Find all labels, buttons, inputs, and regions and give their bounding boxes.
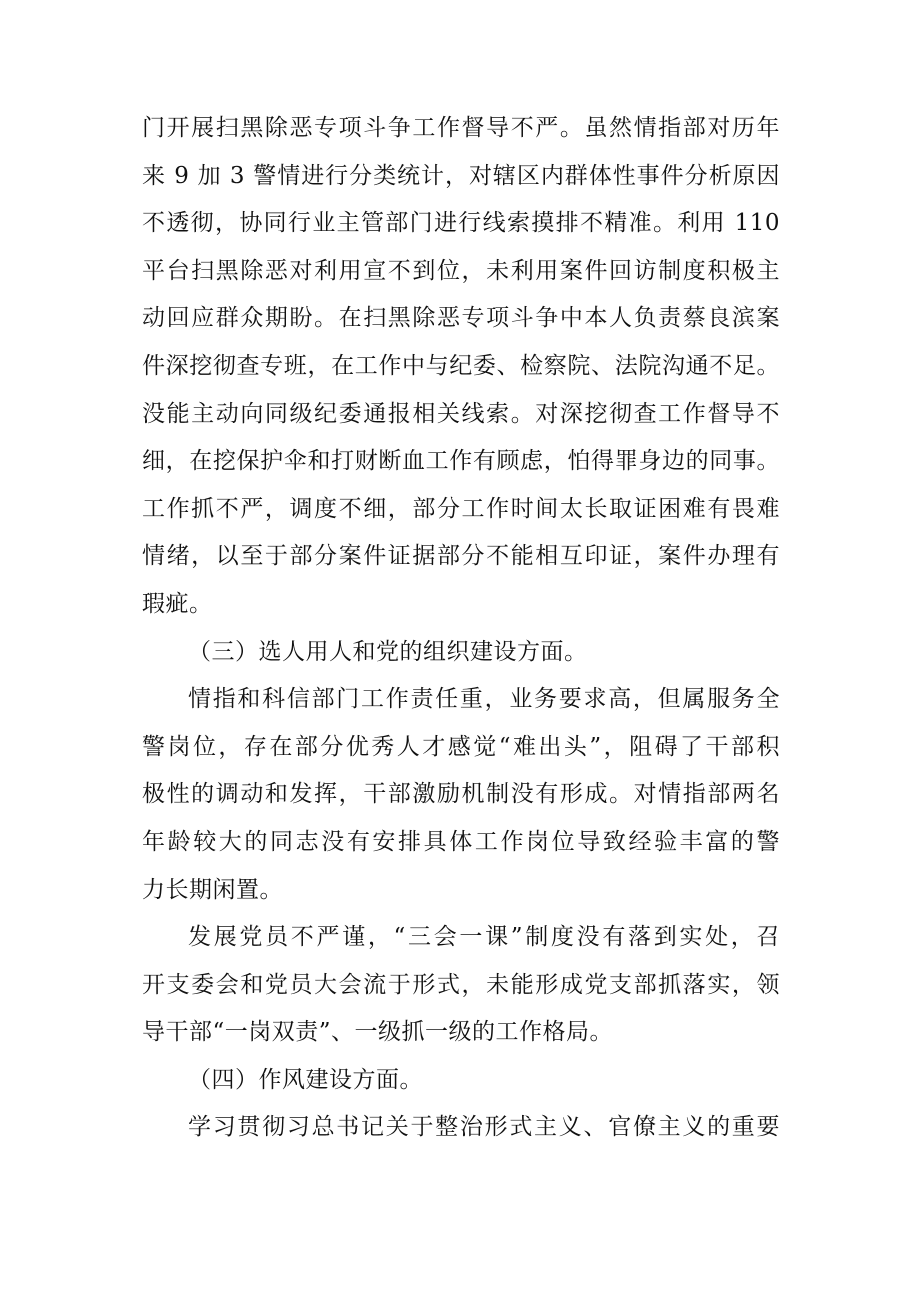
text-line: 工作抓不严，调度不细，部分工作时间太长取证困难有畏难 bbox=[142, 495, 780, 522]
text-line: 学习贯彻习总书记关于整治形式主义、官僚主义的重要 bbox=[188, 1114, 780, 1141]
text-line: （四）作风建设方面。 bbox=[188, 1066, 423, 1093]
text-line: 不透彻，协同行业主管部门进行线索摸排不精准。利用 110 bbox=[142, 210, 780, 237]
text-line: 细，在挖保护伞和打财断血工作有顾虑，怕得罪身边的同事。 bbox=[142, 448, 780, 475]
text-line: 力长期闲置。 bbox=[142, 876, 283, 903]
text-line: 瑕疵。 bbox=[142, 590, 213, 617]
document-body bbox=[142, 105, 780, 1152]
text-line: 情绪，以至于部分案件证据部分不能相互印证，案件办理有 bbox=[142, 543, 780, 570]
text-line: 年龄较大的同志没有安排具体工作岗位导致经验丰富的警 bbox=[142, 828, 780, 855]
text-line: 动回应群众期盼。在扫黑除恶专项斗争中本人负责蔡良滨案 bbox=[142, 305, 780, 332]
text-line: 极性的调动和发挥，干部激励机制没有形成。对情指部两名 bbox=[142, 781, 780, 808]
text-line: （三）选人用人和党的组织建设方面。 bbox=[188, 638, 588, 665]
text-line: 门开展扫黑除恶专项斗争工作督导不严。虽然情指部对历年 bbox=[142, 115, 780, 141]
text-line: 来 9 加 3 警情进行分类统计，对辖区内群体性事件分析原因 bbox=[142, 162, 780, 189]
text-line: 警岗位，存在部分优秀人才感觉“难出头”，阻碍了干部积 bbox=[142, 733, 780, 760]
text-line: 没能主动向同级纪委通报相关线索。对深挖彻查工作督导不 bbox=[142, 400, 780, 427]
text-line: 发展党员不严谨，“三会一课”制度没有落到实处，召 bbox=[188, 924, 780, 951]
text-line: 导干部“一岗双责”、一级抓一级的工作格局。 bbox=[142, 1019, 614, 1046]
text-line: 开支委会和党员大会流于形式，未能形成党支部抓落实，领 bbox=[142, 971, 780, 998]
text-line: 情指和科信部门工作责任重，业务要求高，但属服务全 bbox=[188, 686, 780, 713]
text-line: 件深挖彻查专班，在工作中与纪委、检察院、法院沟通不足。 bbox=[142, 352, 780, 379]
text-line: 平台扫黑除恶对利用宣不到位，未利用案件回访制度积极主 bbox=[142, 257, 780, 284]
